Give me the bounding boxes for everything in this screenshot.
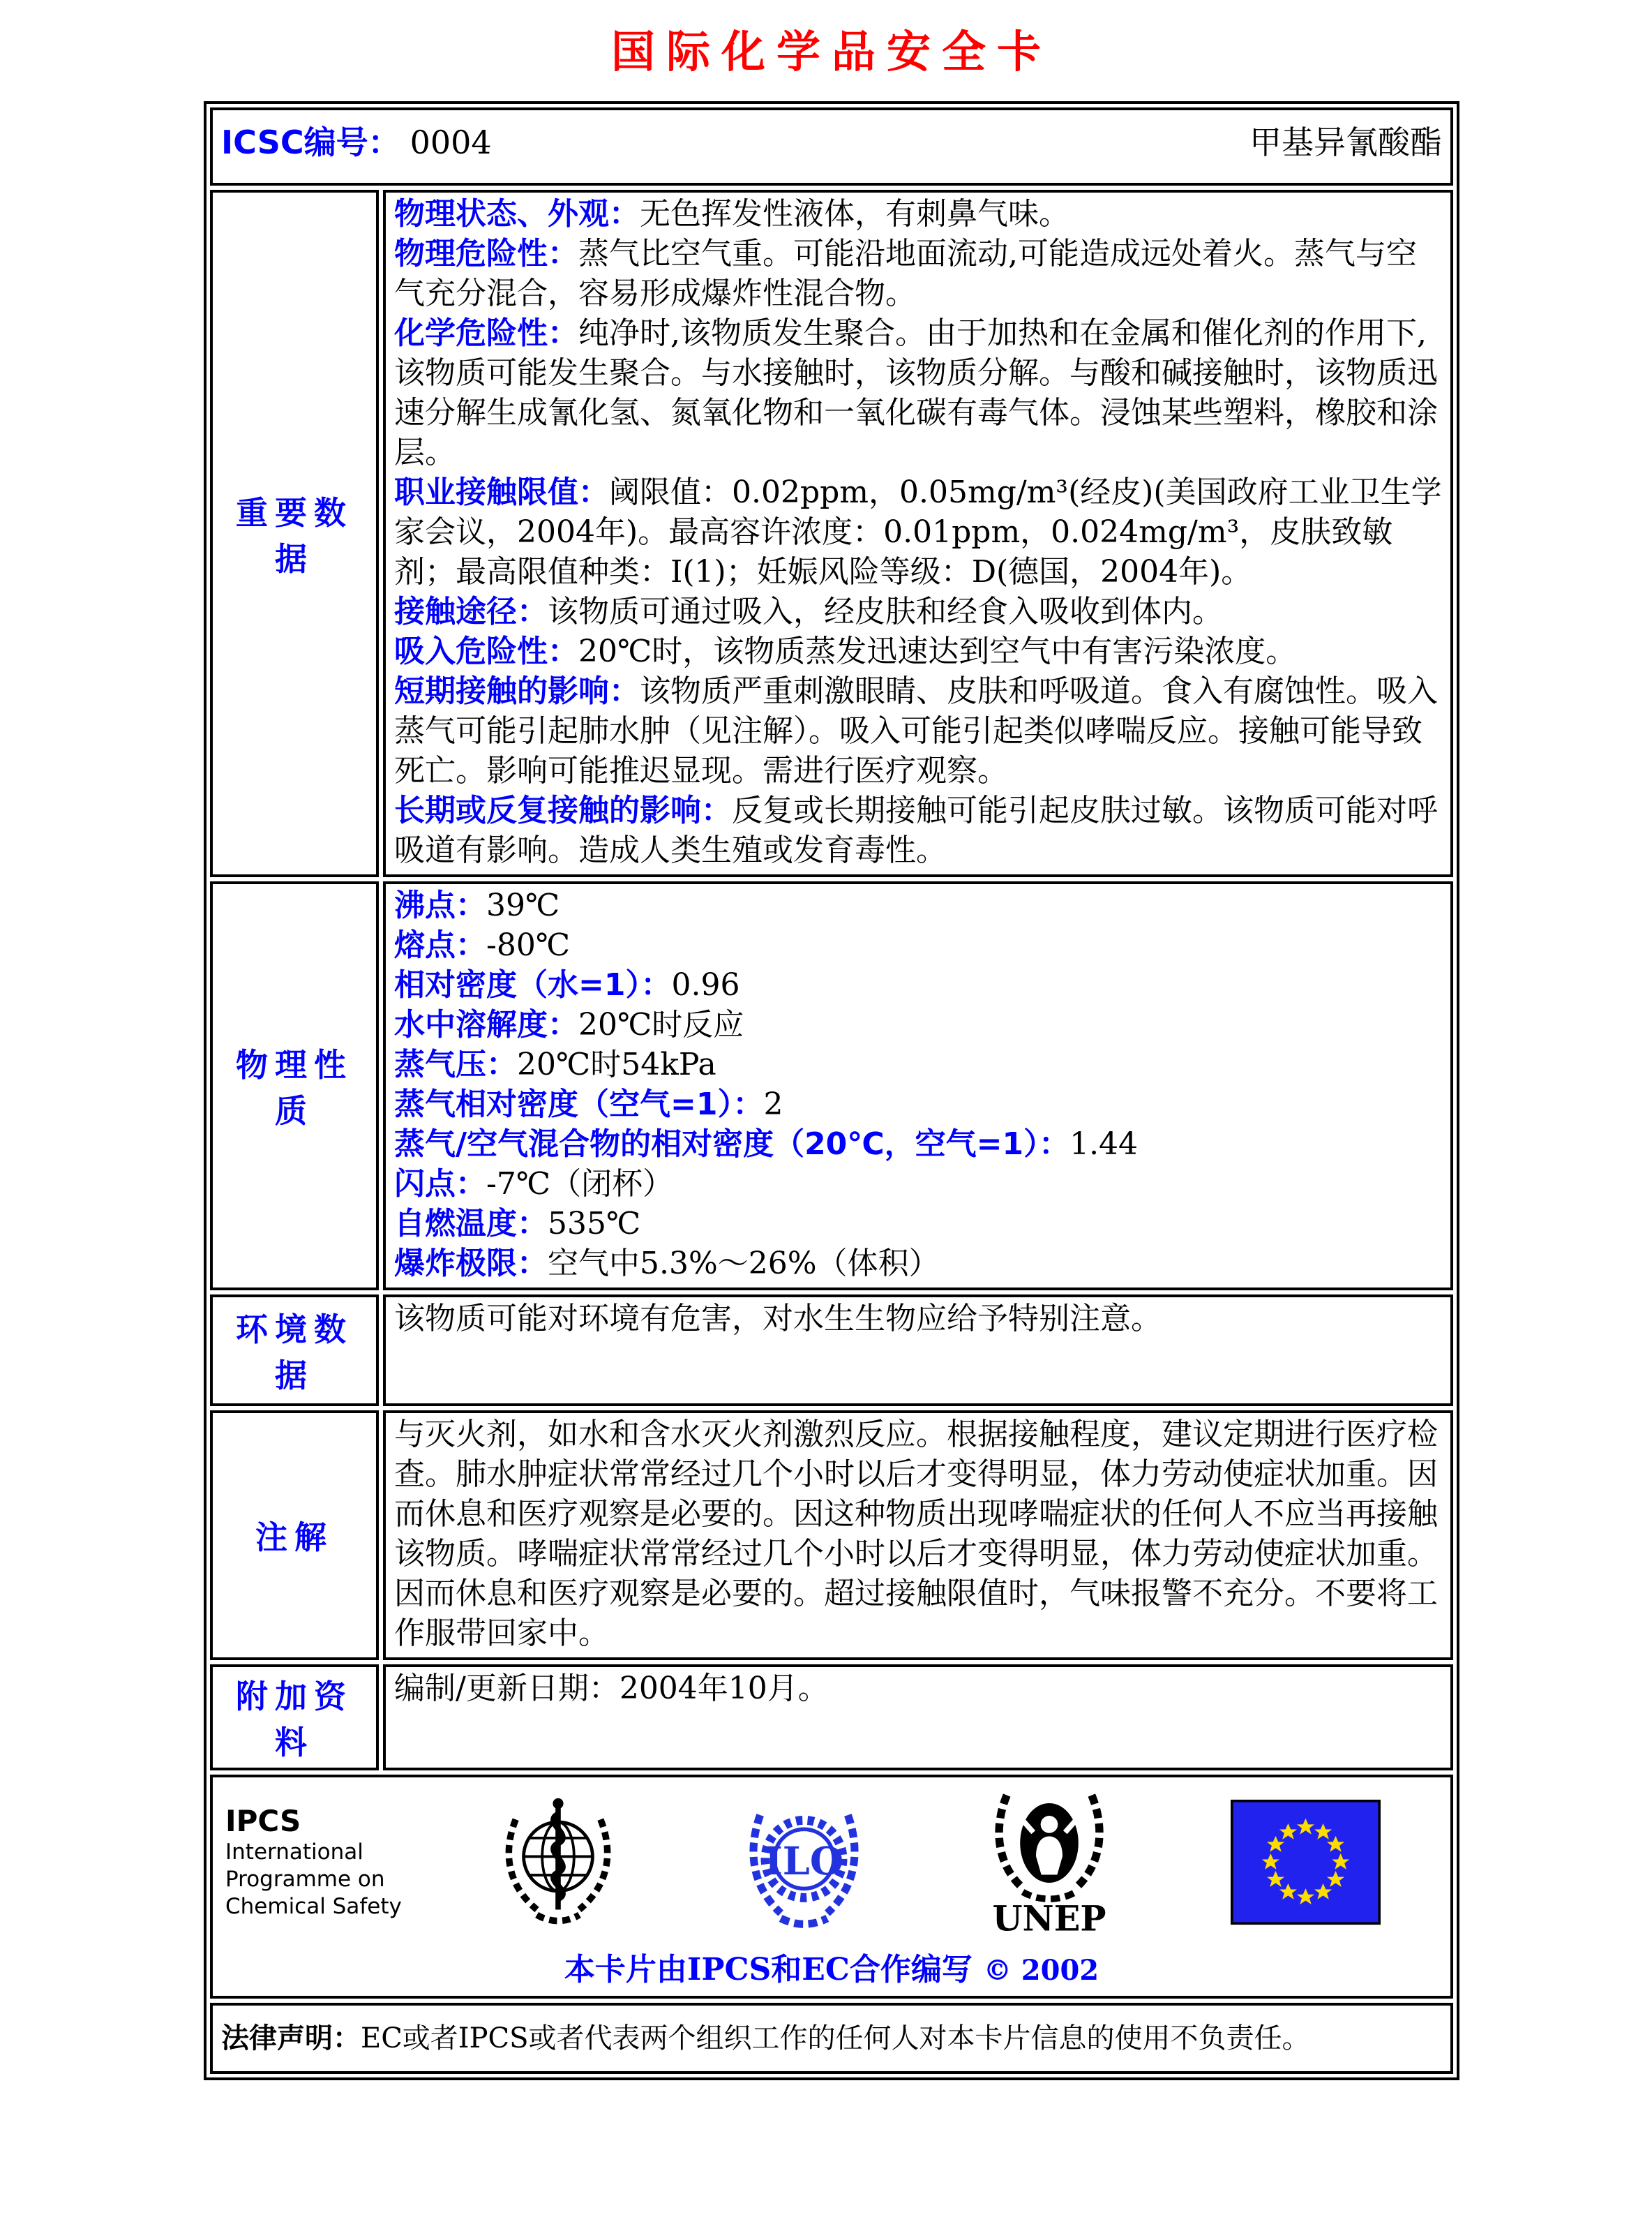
legal-label: 法律声明： bbox=[221, 2022, 361, 2054]
paragraph-text: 0.96 bbox=[671, 967, 740, 1003]
paragraph-label: 长期或反复接触的影响： bbox=[394, 793, 732, 828]
section-heading-physical-properties: 物理性质 bbox=[210, 881, 379, 1290]
paragraph-text: 2 bbox=[763, 1087, 783, 1122]
section-paragraph bbox=[394, 632, 1442, 671]
section-paragraph bbox=[394, 1244, 1442, 1283]
paragraph-label: 蒸气/空气混合物的相对密度（20℃，空气=1）： bbox=[394, 1126, 1070, 1162]
paragraph-label: 化学危险性： bbox=[394, 315, 578, 351]
section-paragraph bbox=[394, 1124, 1442, 1164]
section-paragraph bbox=[394, 1204, 1442, 1244]
paragraph-text: -7℃（闭杯） bbox=[486, 1166, 674, 1202]
icsc-number-value: 0004 bbox=[410, 124, 492, 161]
paragraph-text: -80℃ bbox=[486, 927, 571, 963]
paragraph-label: 熔点： bbox=[394, 927, 486, 963]
section-heading-environmental-data: 环境数据 bbox=[210, 1294, 379, 1406]
paragraph-label: 吸入危险性： bbox=[394, 634, 578, 669]
section-paragraph bbox=[394, 234, 1442, 313]
section-paragraph bbox=[394, 886, 1442, 925]
section-paragraph bbox=[394, 194, 1442, 234]
ipcs-line-3: Chemical Safety bbox=[225, 1894, 402, 1919]
section-paragraph bbox=[394, 1164, 1442, 1204]
paragraph-text: 纯净时,该物质发生聚合。由于加热和在金属和催化剂的作用下,该物质可能发生聚合。与水接触时，该物质分解。与酸和碱接触时，该物质迅速分解生成氰化氢、氮氧化物和一氧化碳有毒气体。浸蚀某些塑料，橡胶和涂层。 bbox=[394, 315, 1438, 470]
paragraph-text: 与灭火剂，如水和含水灭火剂激烈反应。根据接触程度，建议定期进行医疗检查。肺水肿症状常常经过几个小时以后才变得明显，体力劳动使症状加重。因而休息和医疗观察是必要的。因这种物质出现哮喘症状的任何人不应当再接触该物质。哮喘症状常常经过几个小时以后才变得明显，体力劳动使症状加重。因而休息和医疗观察是必要的。超过接触限值时，气味报警不充分。不要将工作服带回家中。 bbox=[394, 1417, 1438, 1651]
paragraph-label: 自燃温度： bbox=[394, 1206, 548, 1241]
footer-caption-text: 本卡片由IPCS和EC合作编写 bbox=[564, 1952, 973, 1987]
paragraph-text: 535℃ bbox=[548, 1206, 641, 1241]
section-paragraph bbox=[394, 925, 1442, 965]
section-paragraph bbox=[394, 1084, 1442, 1124]
ipcs-line-2: Programme on bbox=[225, 1867, 385, 1892]
section-paragraph bbox=[394, 1045, 1442, 1084]
section-row-additional-info bbox=[210, 1664, 1453, 1770]
section-paragraph bbox=[394, 472, 1442, 592]
unep-label-text: UNEP bbox=[992, 1898, 1106, 1937]
section-row-environmental-data bbox=[210, 1294, 1453, 1406]
paragraph-label: 蒸气压： bbox=[394, 1047, 517, 1082]
section-row-physical-properties bbox=[210, 881, 1453, 1290]
ilo-logo-icon bbox=[739, 1794, 869, 1930]
ipcs-abbr: IPCS bbox=[225, 1804, 301, 1838]
header-row bbox=[210, 107, 1453, 186]
section-paragraph bbox=[394, 1669, 1442, 1708]
paragraph-label: 爆炸极限： bbox=[394, 1246, 548, 1281]
section-paragraph bbox=[394, 313, 1442, 472]
safety-card-table bbox=[204, 101, 1459, 2080]
section-heading-important-data: 重要数据 bbox=[210, 190, 379, 877]
footer-copyright: © 2002 bbox=[983, 1954, 1099, 1987]
section-paragraph bbox=[394, 592, 1442, 632]
section-content-environmental-data bbox=[383, 1294, 1453, 1406]
paragraph-text: 1.44 bbox=[1069, 1126, 1139, 1162]
ipcs-line-1: International bbox=[225, 1839, 363, 1865]
paragraph-label: 接触途径： bbox=[394, 594, 548, 629]
section-row-notes bbox=[210, 1410, 1453, 1660]
paragraph-label: 物理危险性： bbox=[394, 236, 578, 271]
org-logos bbox=[435, 1787, 1438, 1937]
section-heading-additional-info: 附加资料 bbox=[210, 1664, 379, 1770]
who-logo-icon bbox=[492, 1793, 624, 1932]
paragraph-text: 无色挥发性液体，有刺鼻气味。 bbox=[640, 196, 1069, 232]
paragraph-text: 20℃时54kPa bbox=[517, 1047, 716, 1082]
section-paragraph bbox=[394, 791, 1442, 870]
paragraph-text: 该物质严重刺激眼睛、皮肤和呼吸道。食入有腐蚀性。吸入蒸气可能引起肺水肿（见注解）。吸入可能引起类似哮喘反应。接触可能导致死亡。影响可能推迟显现。需进行医疗观察。 bbox=[394, 673, 1438, 789]
section-content-physical-properties bbox=[383, 881, 1453, 1290]
section-paragraph bbox=[394, 1005, 1442, 1045]
section-paragraph bbox=[394, 671, 1442, 791]
paragraph-label: 相对密度（水=1）： bbox=[394, 967, 672, 1003]
section-content-important-data bbox=[383, 190, 1453, 877]
paragraph-label: 水中溶解度： bbox=[394, 1007, 578, 1043]
paragraph-text: 蒸气比空气重。可能沿地面流动,可能造成远处着火。蒸气与空气充分混合，容易形成爆炸性混合物。 bbox=[394, 236, 1417, 311]
page-title: 国际化学品安全卡 bbox=[611, 26, 1052, 77]
section-content-additional-info bbox=[383, 1664, 1453, 1770]
paragraph-text: 反复或长期接触可能引起皮肤过敏。该物质可能对呼吸道有影响。造成人类生殖或发育毒性。 bbox=[394, 793, 1438, 868]
footer-caption bbox=[225, 1944, 1438, 1989]
safety-card-sheet bbox=[204, 13, 1459, 2080]
section-paragraph bbox=[394, 1415, 1442, 1653]
paragraph-label: 短期接触的影响： bbox=[394, 673, 640, 709]
paragraph-text: 该物质可能对环境有危害，对水生生物应给予特别注意。 bbox=[394, 1301, 1162, 1336]
footer-row bbox=[210, 1775, 1453, 1999]
section-paragraph bbox=[394, 965, 1442, 1005]
paragraph-text: 编制/更新日期：2004年10月。 bbox=[394, 1671, 829, 1706]
legal-text: EC或者IPCS或者代表两个组织工作的任何人对本卡片信息的使用不负责任。 bbox=[361, 2022, 1310, 2054]
paragraph-label: 蒸气相对密度（空气=1）： bbox=[394, 1087, 764, 1122]
unep-logo-icon bbox=[983, 1787, 1116, 1937]
paragraph-text: 20℃时，该物质蒸发迅速达到空气中有害污染浓度。 bbox=[578, 634, 1297, 669]
paragraph-label: 闪点： bbox=[394, 1166, 486, 1202]
icsc-number-group bbox=[221, 123, 492, 162]
icsc-number-label: ICSC编号： bbox=[221, 124, 400, 161]
logo-row bbox=[225, 1787, 1438, 1937]
footer-cell bbox=[210, 1775, 1453, 1999]
paragraph-label: 沸点： bbox=[394, 888, 486, 923]
section-content-notes bbox=[383, 1410, 1453, 1660]
section-paragraph bbox=[394, 1299, 1442, 1338]
paragraph-label: 职业接触限值： bbox=[394, 475, 609, 510]
section-heading-notes: 注解 bbox=[210, 1410, 379, 1660]
legal-row bbox=[210, 2003, 1453, 2074]
legal-cell bbox=[210, 2003, 1453, 2074]
paragraph-text: 阈限值：0.02ppm，0.05mg/m³(经皮)(美国政府工业卫生学家会议，2004年)。最高容许浓度：0.01ppm，0.024mg/m³，皮肤致敏剂；最高限值种类：I(1)；妊娠风险等级：D(德国，2004年)。 bbox=[394, 475, 1442, 590]
paragraph-text: 空气中5.3%～26%（体积） bbox=[548, 1246, 940, 1281]
paragraph-text: 39℃ bbox=[486, 888, 560, 923]
paragraph-text: 20℃时反应 bbox=[578, 1007, 744, 1043]
chemical-name: 甲基异氰酸酯 bbox=[1249, 124, 1442, 161]
ilo-monogram-text: ILO bbox=[764, 1839, 843, 1885]
ipcs-text-block bbox=[225, 1804, 435, 1920]
eu-flag-icon bbox=[1231, 1798, 1381, 1927]
section-row-important-data bbox=[210, 190, 1453, 877]
paragraph-text: 该物质可通过吸入，经皮肤和经食入吸收到体内。 bbox=[548, 594, 1223, 629]
paragraph-label: 物理状态、外观： bbox=[394, 196, 640, 232]
header-cell bbox=[210, 107, 1453, 186]
